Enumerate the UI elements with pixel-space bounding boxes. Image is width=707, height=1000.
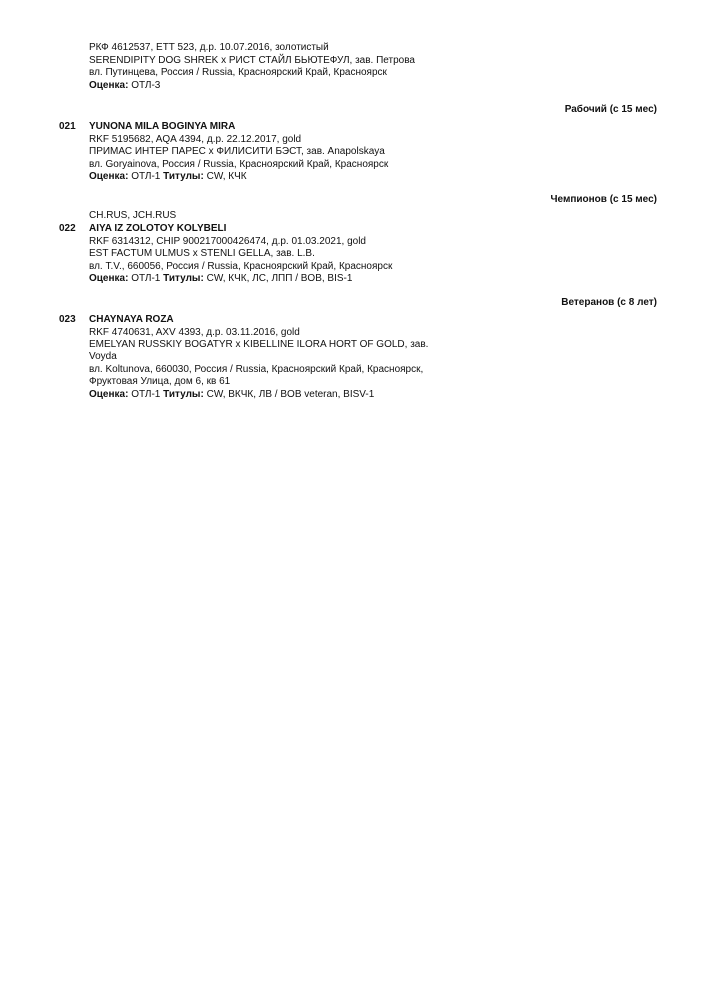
grade-label: Оценка:: [89, 273, 129, 284]
titles-label: Титулы:: [163, 389, 204, 400]
entry-number: 021: [59, 121, 76, 132]
entry-owner-line: вл. Путинцева, Россия / Russia, Красноярский Край, Красноярск: [89, 67, 387, 78]
titles-value: CW, КЧК, ЛС, ЛПП / BOB, BIS-1: [206, 273, 353, 284]
entry-registration-line: RKF 4740631, AXV 4393, д.р. 03.11.2016, gold: [89, 327, 300, 338]
entry-address-line: Фруктовая Улица, дом 6, кв 61: [89, 376, 231, 387]
entry-parents-line: EMELYAN RUSSKIY BOGATYR x KIBELLINE ILORA HORT OF GOLD, зав.: [89, 339, 429, 350]
entry-grade-line: [89, 273, 352, 286]
entry-grade-line: [89, 389, 374, 402]
titles-value: CW, ВКЧК, ЛВ / BOB veteran, BISV-1: [206, 389, 375, 400]
entry-registration-line: РКФ 4612537, ETT 523, д.р. 10.07.2016, золотистый: [89, 42, 329, 53]
grade-label: Оценка:: [89, 389, 129, 400]
entry-owner-line: вл. Koltunova, 660030, Россия / Russia, Красноярский Край, Красноярск,: [89, 364, 424, 375]
entry-owner-line: вл. T.V., 660056, Россия / Russia, Красноярский Край, Красноярск: [89, 261, 393, 272]
entry-owner-line: вл. Goryainova, Россия / Russia, Красноярский Край, Красноярск: [89, 159, 389, 170]
grade-value: ОТЛ-3: [131, 80, 161, 91]
grade-value: ОТЛ-1: [131, 389, 161, 400]
grade-label: Оценка:: [89, 171, 129, 182]
grade-label: Оценка:: [89, 80, 129, 91]
titles-value: CW, КЧК: [206, 171, 247, 182]
grade-value: ОТЛ-1: [131, 273, 161, 284]
grade-value: ОТЛ-1: [131, 171, 161, 182]
section-heading-champions: Чемпионов (с 15 мес): [550, 194, 657, 205]
entry-grade-line: [89, 80, 160, 93]
entry-number: 023: [59, 314, 76, 325]
entry-parents-line: SERENDIPITY DOG SHREK x РИСТ СТАЙЛ БЬЮТЕФУЛ, зав. Петрова: [89, 55, 415, 66]
entry-parents-line: ПРИМАС ИНТЕР ПАРЕС x ФИЛИСИТИ БЭСТ, зав. Anapolskaya: [89, 146, 385, 157]
titles-label: Титулы:: [163, 273, 204, 284]
section-heading-working: Рабочий (с 15 мес): [564, 104, 657, 115]
entry-registration-line: RKF 5195682, AQA 4394, д.р. 22.12.2017, gold: [89, 134, 302, 145]
entry-registration-line: RKF 6314312, CHIP 900217000426474, д.р. 01.03.2021, gold: [89, 236, 366, 247]
entry-breeder-line: Voyda: [89, 351, 117, 362]
titles-label: Титулы:: [163, 171, 204, 182]
entry-dog-name: AIYA IZ ZOLOTOY KOLYBELI: [89, 223, 227, 234]
entry-pre-titles: CH.RUS, JCH.RUS: [89, 210, 177, 221]
entry-number: 022: [59, 223, 76, 234]
entry-dog-name: CHAYNAYA ROZA: [89, 314, 174, 325]
entry-grade-line: [89, 171, 247, 184]
entry-dog-name: YUNONA MILA BOGINYA MIRA: [89, 121, 236, 132]
section-heading-veterans: Ветеранов (с 8 лет): [561, 297, 657, 308]
entry-parents-line: EST FACTUM ULMUS x STENLI GELLA, зав. L.B.: [89, 248, 315, 259]
